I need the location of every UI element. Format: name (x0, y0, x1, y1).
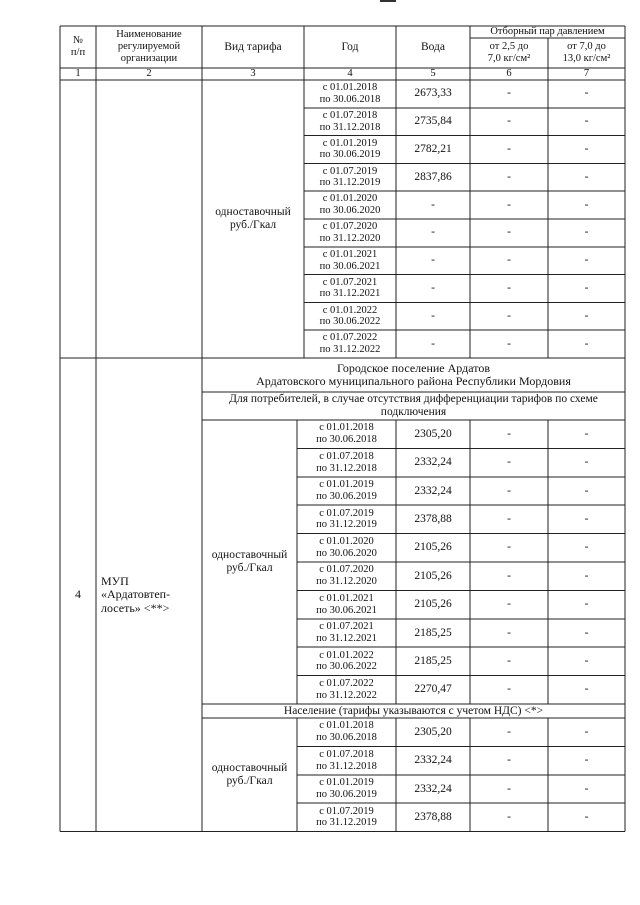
table-row-steam-low-text: - (507, 226, 511, 239)
table-row-steam-low-text: - (507, 143, 511, 156)
table-row-period-text: с 01.01.2020 по 30.06.2020 (316, 536, 377, 559)
table-row-steam-low-text: - (507, 115, 511, 128)
header-tariff-type-text: Вид тарифа (224, 40, 282, 53)
table-row-water-text: 2782,21 (414, 143, 452, 156)
table-row-period-text: с 01.07.2018 по 31.12.2018 (316, 748, 377, 772)
table-row-water-text: 2105,26 (414, 598, 452, 611)
row4-subsection-2-tariff-type-text: одноставочный руб./Гкал (211, 761, 288, 787)
table-row-steam-high-text: - (584, 512, 589, 525)
table-row-period-text: с 01.01.2018 по 30.06.2018 (316, 422, 377, 446)
table-row-steam-low-text: - (507, 282, 511, 295)
header-year-text: Год (341, 40, 359, 53)
table-row-steam-high-text: - (584, 810, 589, 823)
table-row-steam-low-text: - (507, 484, 511, 497)
table-row-water-text: 2185,25 (414, 626, 452, 639)
table-row-water-text: 2735,84 (414, 115, 452, 128)
table-row-steam-low-text: - (507, 427, 511, 440)
column-number-3-text: 3 (250, 68, 256, 80)
table-row-water-text: 2105,26 (414, 541, 452, 554)
table-row-steam-low-text: - (507, 337, 511, 350)
header-water-text: Вода (420, 40, 446, 53)
table-row-steam-high-text: - (584, 725, 589, 738)
table-row-water-text: 2185,25 (414, 654, 452, 667)
table-row-steam-high-text: - (584, 198, 589, 211)
table-row-steam-high-text: - (584, 87, 589, 100)
table-row-steam-low-text: - (507, 512, 511, 525)
column-number-1-text: 1 (75, 68, 81, 80)
row4-subsection-1-title-text: Для потребителей, в случае отсутствия дифференциации тарифов по схеме подключения (229, 393, 598, 418)
table-row-steam-low-text: - (507, 254, 511, 267)
table-row-steam-low-text: - (507, 170, 511, 183)
header-num-text: № п/п (70, 35, 86, 58)
table-row-steam-high-text: - (584, 569, 589, 582)
table-row-water-text: - (431, 226, 435, 239)
row4-org-text: МУП «Ардатовтеп- лосеть» <**> (101, 573, 171, 615)
table-row-steam-high-text: - (584, 115, 589, 128)
table-row-water-text: 2673,33 (414, 87, 452, 100)
table-row-steam-low-text: - (507, 810, 511, 823)
table-row-steam-high-text: - (584, 484, 589, 497)
table-row-steam-low-text: - (507, 654, 511, 667)
table-row-period-text: с 01.01.2018 по 30.06.2018 (319, 82, 381, 105)
table-row-steam-low-text: - (507, 626, 511, 639)
table-row-period-text: с 01.07.2020 по 31.12.2020 (316, 564, 377, 588)
table-row-period-text: с 01.07.2022 по 31.12.2022 (319, 332, 381, 356)
row4-territory-text: Городское поселение Ардатов Ардатовского муниципального района Республики Мордовия (256, 360, 571, 388)
table-row-steam-low-text: - (507, 456, 511, 469)
table-row-steam-high-text: - (584, 626, 589, 639)
table-row-period-text: с 01.07.2022 по 31.12.2022 (316, 678, 377, 701)
table-row-steam-low-text: - (507, 725, 511, 738)
table-row-steam-high-text: - (584, 541, 589, 554)
table-row-water-text: 2332,24 (414, 484, 452, 497)
table-row-steam-low-text: - (507, 541, 511, 554)
table-row-period-text: с 01.07.2020 по 31.12.2020 (319, 221, 381, 244)
header-steam-low-text: от 2,5 до 7,0 кг/см² (487, 41, 531, 64)
table-row-period-text: с 01.07.2021 по 31.12.2021 (319, 276, 381, 300)
table-row-period-text: с 01.07.2019 по 31.12.2019 (316, 507, 377, 531)
table-row-steam-high-text: - (584, 654, 589, 667)
table-row-steam-low-text: - (507, 198, 511, 211)
table-row-period-text: с 01.07.2018 по 31.12.2018 (319, 109, 381, 133)
table-row-period-text: с 01.01.2019 по 30.06.2019 (316, 479, 377, 502)
table-row-water-text: - (431, 282, 435, 295)
table-row-period-text: с 01.01.2019 по 30.06.2019 (319, 137, 381, 161)
table-row-steam-low-text: - (507, 569, 511, 582)
row4-subsection-1-tariff-type-text: одноставочный руб./Гкал (211, 549, 288, 574)
table-row-water-text: 2305,20 (414, 427, 452, 440)
table-row-steam-low-text: - (507, 309, 511, 322)
table-row-steam-high-text: - (584, 254, 589, 267)
table-row-water-text: 2378,88 (414, 512, 452, 525)
column-number-5-text: 5 (430, 68, 436, 80)
column-number-7-text: 7 (583, 68, 590, 80)
table-row-water-text: 2378,88 (414, 810, 452, 823)
table-row-steam-high-text: - (584, 427, 589, 440)
table-row-period-text: с 01.07.2019 по 31.12.2019 (316, 805, 377, 829)
table-row-steam-high-text: - (584, 683, 589, 696)
header-org-text: Наименование регулируемой организации (116, 29, 182, 64)
table-row-water-text: - (431, 254, 435, 267)
table-row-steam-low-text: - (507, 683, 511, 696)
table-row-steam-high-text: - (584, 782, 589, 795)
table-row-steam-high-text: - (584, 143, 589, 156)
table-row-water-text: 2270,47 (414, 683, 452, 696)
table-row-steam-high-text: - (584, 170, 589, 183)
table-row-water-text: - (431, 198, 435, 211)
table-row-steam-low-text: - (507, 782, 511, 795)
table-row-period-text: с 01.01.2019 по 30.06.2019 (316, 777, 377, 800)
table-row-steam-high-text: - (584, 754, 589, 767)
table-row-steam-low-text: - (507, 598, 511, 611)
table-row-period-text: с 01.07.2019 по 31.12.2019 (319, 165, 381, 189)
table-row-period-text: с 01.01.2021 по 30.06.2021 (319, 248, 381, 272)
column-number-6-text: 6 (506, 68, 512, 80)
table-row-water-text: 2332,24 (414, 456, 452, 469)
header-steam-high-text: от 7,0 до 13,0 кг/см² (562, 41, 611, 64)
table-row-water-text: 2105,26 (414, 569, 452, 582)
table-row-period-text: с 01.01.2018 по 30.06.2018 (316, 720, 377, 744)
table-row-steam-low-text: - (507, 87, 511, 100)
table-row-period-text: с 01.01.2022 по 30.06.2022 (316, 649, 377, 673)
table-row-water-text: 2332,24 (414, 754, 452, 767)
column-number-2-text: 2 (146, 68, 152, 80)
row4-num-text: 4 (75, 587, 81, 602)
table-row-period-text: с 01.01.2020 по 30.06.2020 (319, 193, 381, 217)
table-row-steam-high-text: - (584, 282, 589, 295)
header-steam-text: Отборный пар давлением (490, 26, 605, 38)
table-row-steam-low-text: - (507, 754, 511, 767)
table-row-water-text: 2837,86 (414, 170, 452, 183)
table-row-water-text: - (431, 309, 435, 322)
table-row-steam-high-text: - (584, 226, 589, 239)
column-number-4-text: 4 (347, 68, 353, 80)
table-row-water-text: 2305,20 (414, 725, 452, 738)
table-row-period-text: с 01.07.2018 по 31.12.2018 (316, 450, 377, 474)
table-row-period-text: с 01.07.2021 по 31.12.2021 (316, 621, 377, 644)
table-row-period-text: с 01.01.2021 по 30.06.2021 (316, 592, 377, 616)
table-row-period-text: с 01.01.2022 по 30.06.2022 (319, 304, 381, 328)
table-row-steam-high-text: - (584, 309, 589, 322)
table-row-steam-high-text: - (584, 337, 589, 350)
table-row-water-text: - (431, 337, 435, 350)
table-row-steam-high-text: - (584, 456, 589, 469)
row4-subsection-2-title-text: Население (тарифы указываются с учетом НДС) <*> (283, 704, 544, 717)
table-row-steam-high-text: - (584, 598, 589, 611)
table-row-water-text: 2332,24 (414, 782, 452, 795)
section-a-tariff-type-text: одноставочный руб./Гкал (215, 206, 291, 231)
